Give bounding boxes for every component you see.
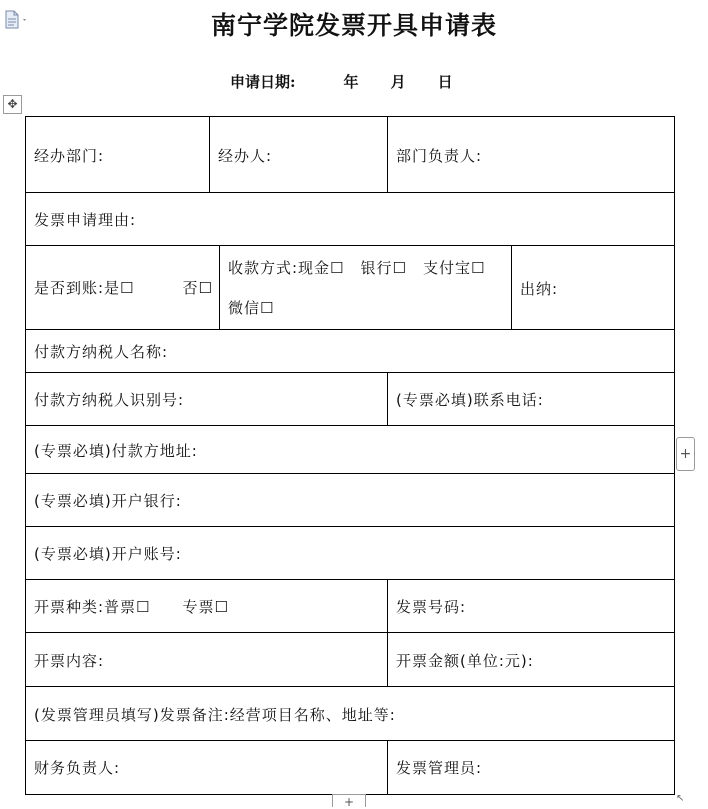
- amount-cell[interactable]: [387, 633, 675, 687]
- payer-tax-id-label: 付款方纳税人识别号:: [34, 391, 185, 409]
- account-label: (专票必填)开户账号:: [34, 545, 182, 563]
- address-cell[interactable]: [25, 426, 675, 474]
- remarks-label: (发票管理员填写)发票备注:经营项目名称、地址等:: [34, 705, 396, 724]
- application-date: [230, 71, 453, 92]
- payer-name-label: 付款方纳税人名称:: [34, 343, 169, 361]
- reason-label: 发票申请理由:: [34, 211, 137, 229]
- remarks-cell[interactable]: [25, 687, 675, 741]
- bank-cell[interactable]: [25, 474, 675, 527]
- form-row-6: [25, 425, 675, 474]
- cashier-cell[interactable]: [511, 246, 675, 330]
- add-column-button[interactable]: +: [332, 794, 366, 807]
- form-row-3: [25, 245, 675, 330]
- date-day: 日: [437, 73, 453, 91]
- bank-label: (专票必填)开户银行:: [34, 492, 182, 510]
- date-month: 月: [390, 73, 406, 91]
- handler-cell[interactable]: [209, 117, 388, 193]
- received-cell[interactable]: [25, 246, 220, 330]
- dept-head-label: 部门负责人:: [396, 146, 483, 165]
- received-label: 是否到账:是☐ 否☐: [34, 279, 213, 297]
- content-label: 开票内容:: [34, 651, 105, 670]
- form-row-8: [25, 526, 675, 580]
- cashier-label: 出纳:: [520, 279, 559, 298]
- phone-cell[interactable]: [387, 373, 675, 426]
- finance-head-cell[interactable]: [25, 741, 388, 794]
- form-row-5: [25, 372, 675, 426]
- payer-name-cell[interactable]: [25, 330, 675, 373]
- dept-head-cell[interactable]: [387, 117, 675, 193]
- reason-cell[interactable]: [25, 193, 675, 246]
- account-cell[interactable]: [25, 527, 675, 580]
- finance-head-label: 财务负责人:: [34, 759, 121, 777]
- page-title: 南宁学院发票开具申请表: [210, 11, 497, 40]
- form-row-11: [25, 686, 675, 741]
- invoice-type-label: 开票种类:普票☐ 专票☐: [34, 598, 229, 616]
- dept-label: 经办部门:: [34, 146, 105, 165]
- invoice-no-label: 发票号码:: [396, 598, 467, 616]
- add-row-button[interactable]: +: [676, 437, 695, 471]
- amount-label: 开票金额(单位:元):: [396, 651, 534, 670]
- payer-tax-id-cell[interactable]: [25, 373, 388, 426]
- payment-method-label: 收款方式:现金☐ 银行☐ 支付宝☐ 微信☐: [228, 259, 502, 317]
- form-row-2: [25, 192, 675, 246]
- form-row-1: [25, 116, 675, 193]
- handler-label: 经办人:: [218, 146, 273, 165]
- form-row-4: [25, 329, 675, 373]
- invoice-type-cell[interactable]: [25, 580, 388, 633]
- form-row-7: [25, 473, 675, 527]
- address-label: (专票必填)付款方地址:: [34, 441, 198, 460]
- table-resize-handle-icon[interactable]: ↖: [676, 793, 685, 804]
- dept-cell[interactable]: [25, 117, 210, 193]
- phone-label: (专票必填)联系电话:: [396, 391, 544, 409]
- invoice-admin-label: 发票管理员:: [396, 759, 483, 777]
- form-row-12: [25, 740, 675, 795]
- form-row-9: [25, 579, 675, 633]
- date-year: 年: [343, 73, 359, 91]
- content-cell[interactable]: [25, 633, 388, 687]
- invoice-admin-cell[interactable]: [387, 741, 675, 794]
- date-label: 申请日期:: [230, 73, 296, 91]
- payment-method-cell[interactable]: [219, 246, 512, 330]
- form-row-10: [25, 632, 675, 687]
- table-move-handle-icon[interactable]: ✥: [3, 95, 22, 114]
- invoice-no-cell[interactable]: [387, 580, 675, 633]
